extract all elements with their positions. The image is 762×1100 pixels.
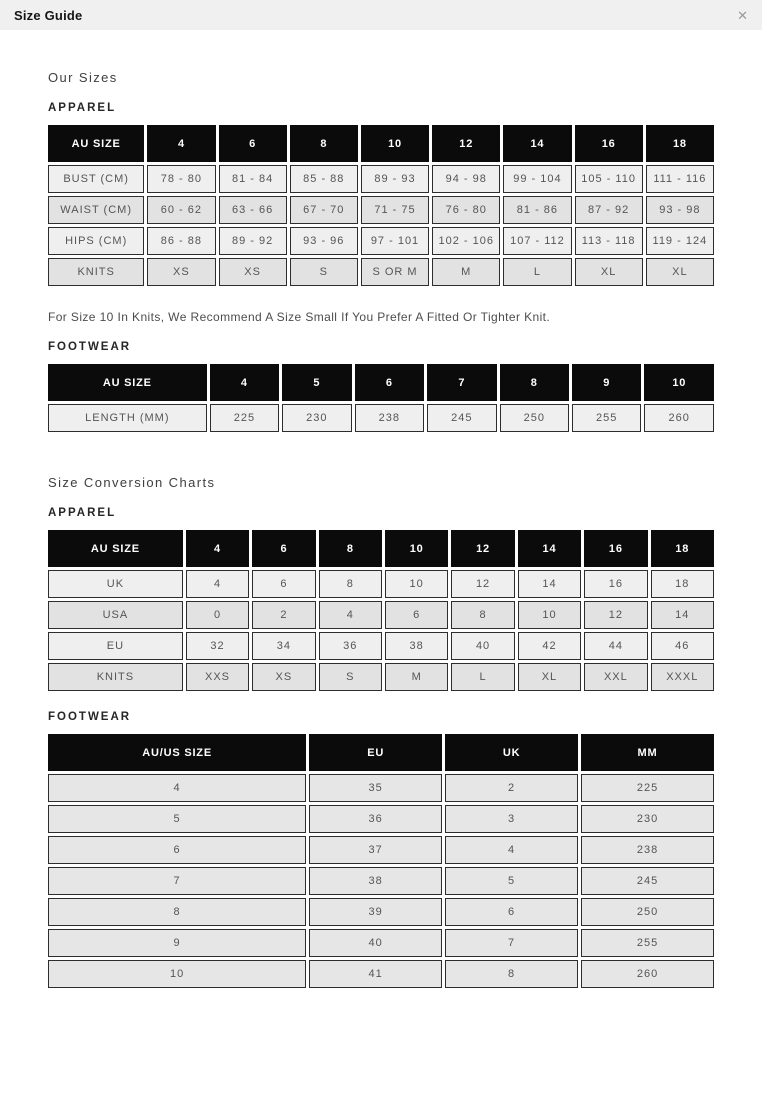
- our-sizes-apparel-header-cell-2: 6: [219, 125, 287, 162]
- conversion-apparel-cell: M: [385, 663, 448, 691]
- conversion-apparel-header-cell-8: 18: [651, 530, 714, 567]
- conversion-apparel-cell: 34: [252, 632, 315, 660]
- conversion-apparel-cell: XXXL: [651, 663, 714, 691]
- conversion-apparel-header-cell-0: AU SIZE: [48, 530, 183, 567]
- our-sizes-apparel-header-cell-7: 16: [575, 125, 643, 162]
- conversion-apparel-header-row: [48, 530, 714, 567]
- our-sizes-footwear-row-0: [48, 404, 714, 432]
- our-sizes-apparel-cell: S: [290, 258, 358, 286]
- our-sizes-apparel-cell: 113 - 118: [575, 227, 643, 255]
- conversion-apparel-cell: XXL: [584, 663, 647, 691]
- our-sizes-apparel-header-cell-3: 8: [290, 125, 358, 162]
- conversion-apparel-cell: 14: [651, 601, 714, 629]
- conversion-apparel-cell: 10: [385, 570, 448, 598]
- our-sizes-apparel-cell: XS: [147, 258, 215, 286]
- conversion-apparel-cell: L: [451, 663, 514, 691]
- our-sizes-apparel-row-3: [48, 258, 714, 286]
- our-sizes-apparel-header-row: [48, 125, 714, 162]
- our-sizes-footwear-cell: 255: [572, 404, 641, 432]
- our-sizes-apparel-cell: 81 - 86: [503, 196, 571, 224]
- conversion-footwear-row-1: [48, 805, 714, 833]
- conversion-apparel-row-0: [48, 570, 714, 598]
- conversion-footwear-row-label: 10: [48, 960, 306, 988]
- our-sizes-apparel-cell: 86 - 88: [147, 227, 215, 255]
- our-sizes-footwear-header-cell-2: 5: [282, 364, 351, 401]
- conversion-apparel-cell: S: [319, 663, 382, 691]
- conversion-apparel-header-cell-4: 10: [385, 530, 448, 567]
- our-sizes-apparel-header-cell-4: 10: [361, 125, 429, 162]
- conversion-apparel-cell: 10: [518, 601, 581, 629]
- conversion-footwear-cell: 2: [445, 774, 578, 802]
- our-sizes-apparel-header-cell-5: 12: [432, 125, 500, 162]
- conversion-apparel-cell: 42: [518, 632, 581, 660]
- conversion-footwear-cell: 36: [309, 805, 442, 833]
- conversion-footwear-header-row: [48, 734, 714, 771]
- conversion-apparel-cell: XS: [252, 663, 315, 691]
- conversion-footwear-header-cell-0: AU/US SIZE: [48, 734, 306, 771]
- conversion-apparel-cell: 36: [319, 632, 382, 660]
- conversion-apparel-header-cell-3: 8: [319, 530, 382, 567]
- our-sizes-apparel-row-label: HIPS (CM): [48, 227, 144, 255]
- conversion-footwear-row-3: [48, 867, 714, 895]
- our-sizes-apparel-cell: XL: [646, 258, 714, 286]
- conversion-apparel-row-label: USA: [48, 601, 183, 629]
- conversion-footwear-row-2: [48, 836, 714, 864]
- conversion-footwear-row-6: [48, 960, 714, 988]
- conversion-apparel-cell: 32: [186, 632, 249, 660]
- our-sizes-apparel-cell: 71 - 75: [361, 196, 429, 224]
- conversion-footwear-table: [45, 731, 717, 991]
- our-sizes-apparel-row-label: BUST (CM): [48, 165, 144, 193]
- our-sizes-apparel-cell: 89 - 93: [361, 165, 429, 193]
- our-sizes-apparel-cell: 60 - 62: [147, 196, 215, 224]
- our-sizes-apparel-cell: XS: [219, 258, 287, 286]
- conversion-footwear-cell: 230: [581, 805, 714, 833]
- conversion-apparel-cell: 4: [319, 601, 382, 629]
- our-sizes-apparel-cell: 81 - 84: [219, 165, 287, 193]
- our-sizes-apparel-cell: 99 - 104: [503, 165, 571, 193]
- our-sizes-apparel-cell: L: [503, 258, 571, 286]
- our-sizes-footwear-header-cell-3: 6: [355, 364, 424, 401]
- knits-note: For Size 10 In Knits, We Recommend A Size Small If You Prefer A Fitted Or Tighter Knit.: [48, 310, 551, 324]
- our-sizes-apparel-cell: S OR M: [361, 258, 429, 286]
- our-sizes-footwear-cell: 260: [644, 404, 714, 432]
- conversion-heading: Size Conversion Charts: [48, 475, 216, 490]
- conversion-footwear-row-4: [48, 898, 714, 926]
- conversion-apparel-cell: 18: [651, 570, 714, 598]
- our-sizes-footwear-cell: 230: [282, 404, 351, 432]
- our-sizes-apparel-cell: 85 - 88: [290, 165, 358, 193]
- conversion-apparel-header-cell-2: 6: [252, 530, 315, 567]
- conversion-footwear-cell: 245: [581, 867, 714, 895]
- our-sizes-apparel-cell: 76 - 80: [432, 196, 500, 224]
- conversion-apparel-cell: XL: [518, 663, 581, 691]
- conversion-apparel-row-3: [48, 663, 714, 691]
- our-sizes-apparel-cell: 89 - 92: [219, 227, 287, 255]
- our-sizes-apparel-cell: 87 - 92: [575, 196, 643, 224]
- our-sizes-apparel-cell: 105 - 110: [575, 165, 643, 193]
- conversion-footwear-row-label: 8: [48, 898, 306, 926]
- our-sizes-apparel-header-cell-1: 4: [147, 125, 215, 162]
- our-sizes-footwear-cell: 238: [355, 404, 424, 432]
- conversion-apparel-row-label: EU: [48, 632, 183, 660]
- our-sizes-apparel-cell: 63 - 66: [219, 196, 287, 224]
- conversion-apparel-cell: 8: [319, 570, 382, 598]
- conversion-footwear-cell: 238: [581, 836, 714, 864]
- conversion-footwear-cell: 260: [581, 960, 714, 988]
- modal-header: [0, 0, 762, 30]
- conversion-footwear-row-5: [48, 929, 714, 957]
- our-sizes-footwear-header-cell-6: 9: [572, 364, 641, 401]
- conversion-footwear-header-cell-2: UK: [445, 734, 578, 771]
- conversion-footwear-cell: 35: [309, 774, 442, 802]
- conversion-apparel-row-label: KNITS: [48, 663, 183, 691]
- close-icon[interactable]: ✕: [737, 7, 748, 23]
- our-sizes-apparel-row-1: [48, 196, 714, 224]
- conversion-apparel-cell: 6: [385, 601, 448, 629]
- our-sizes-footwear-cell: 245: [427, 404, 496, 432]
- our-sizes-apparel-header-cell-8: 18: [646, 125, 714, 162]
- conversion-apparel-cell: 44: [584, 632, 647, 660]
- conversion-footwear-row-label: 4: [48, 774, 306, 802]
- footwear-label-conversion: FOOTWEAR: [48, 711, 132, 723]
- conversion-apparel-cell: 12: [584, 601, 647, 629]
- footwear-label-our-sizes: FOOTWEAR: [48, 341, 132, 353]
- our-sizes-footwear-table: [45, 361, 717, 435]
- conversion-footwear-cell: 40: [309, 929, 442, 957]
- our-sizes-footwear-header-cell-7: 10: [644, 364, 714, 401]
- our-sizes-heading: Our Sizes: [48, 70, 118, 85]
- our-sizes-footwear-header-cell-0: AU SIZE: [48, 364, 207, 401]
- conversion-footwear-cell: 7: [445, 929, 578, 957]
- conversion-footwear-cell: 6: [445, 898, 578, 926]
- conversion-apparel-cell: 0: [186, 601, 249, 629]
- our-sizes-apparel-cell: 93 - 96: [290, 227, 358, 255]
- our-sizes-apparel-cell: 67 - 70: [290, 196, 358, 224]
- conversion-footwear-row-label: 5: [48, 805, 306, 833]
- conversion-apparel-cell: XXS: [186, 663, 249, 691]
- our-sizes-footwear-header-cell-5: 8: [500, 364, 569, 401]
- conversion-footwear-header-cell-3: MM: [581, 734, 714, 771]
- our-sizes-apparel-cell: 78 - 80: [147, 165, 215, 193]
- conversion-apparel-cell: 46: [651, 632, 714, 660]
- our-sizes-footwear-header-cell-4: 7: [427, 364, 496, 401]
- our-sizes-footwear-cell: 250: [500, 404, 569, 432]
- our-sizes-apparel-cell: 97 - 101: [361, 227, 429, 255]
- our-sizes-footwear-header-cell-1: 4: [210, 364, 279, 401]
- our-sizes-apparel-cell: M: [432, 258, 500, 286]
- conversion-footwear-cell: 4: [445, 836, 578, 864]
- conversion-apparel-cell: 40: [451, 632, 514, 660]
- conversion-apparel-header-cell-7: 16: [584, 530, 647, 567]
- our-sizes-apparel-cell: 119 - 124: [646, 227, 714, 255]
- conversion-apparel-header-cell-6: 14: [518, 530, 581, 567]
- our-sizes-apparel-row-label: WAIST (CM): [48, 196, 144, 224]
- conversion-footwear-cell: 5: [445, 867, 578, 895]
- our-sizes-footwear-cell: 225: [210, 404, 279, 432]
- conversion-footwear-cell: 8: [445, 960, 578, 988]
- modal-content: [0, 70, 762, 991]
- conversion-apparel-cell: 16: [584, 570, 647, 598]
- conversion-footwear-row-label: 7: [48, 867, 306, 895]
- our-sizes-footwear-header-row: [48, 364, 714, 401]
- modal-title: Size Guide: [14, 7, 83, 23]
- conversion-footwear-cell: 39: [309, 898, 442, 926]
- conversion-apparel-cell: 6: [252, 570, 315, 598]
- conversion-apparel-cell: 38: [385, 632, 448, 660]
- conversion-apparel-header-cell-5: 12: [451, 530, 514, 567]
- conversion-footwear-cell: 3: [445, 805, 578, 833]
- conversion-apparel-cell: 2: [252, 601, 315, 629]
- conversion-footwear-cell: 41: [309, 960, 442, 988]
- conversion-apparel-cell: 4: [186, 570, 249, 598]
- our-sizes-apparel-table: [45, 122, 717, 289]
- conversion-apparel-row-1: [48, 601, 714, 629]
- our-sizes-apparel-row-2: [48, 227, 714, 255]
- our-sizes-apparel-cell: 107 - 112: [503, 227, 571, 255]
- apparel-label-conversion: APPAREL: [48, 507, 117, 519]
- conversion-footwear-cell: 37: [309, 836, 442, 864]
- conversion-apparel-row-label: UK: [48, 570, 183, 598]
- our-sizes-apparel-cell: 93 - 98: [646, 196, 714, 224]
- apparel-label-our-sizes: APPAREL: [48, 102, 117, 114]
- our-sizes-apparel-cell: XL: [575, 258, 643, 286]
- conversion-footwear-row-label: 6: [48, 836, 306, 864]
- conversion-footwear-cell: 38: [309, 867, 442, 895]
- conversion-footwear-row-0: [48, 774, 714, 802]
- our-sizes-apparel-cell: 102 - 106: [432, 227, 500, 255]
- our-sizes-apparel-row-0: [48, 165, 714, 193]
- conversion-footwear-header-cell-1: EU: [309, 734, 442, 771]
- conversion-apparel-header-cell-1: 4: [186, 530, 249, 567]
- conversion-apparel-table: [45, 527, 717, 694]
- our-sizes-apparel-cell: 111 - 116: [646, 165, 714, 193]
- conversion-apparel-cell: 14: [518, 570, 581, 598]
- conversion-footwear-row-label: 9: [48, 929, 306, 957]
- our-sizes-apparel-header-cell-0: AU SIZE: [48, 125, 144, 162]
- our-sizes-apparel-row-label: KNITS: [48, 258, 144, 286]
- conversion-footwear-cell: 255: [581, 929, 714, 957]
- conversion-apparel-cell: 8: [451, 601, 514, 629]
- conversion-footwear-cell: 225: [581, 774, 714, 802]
- our-sizes-apparel-cell: 94 - 98: [432, 165, 500, 193]
- our-sizes-footwear-row-label: LENGTH (MM): [48, 404, 207, 432]
- conversion-apparel-row-2: [48, 632, 714, 660]
- conversion-apparel-cell: 12: [451, 570, 514, 598]
- conversion-footwear-cell: 250: [581, 898, 714, 926]
- our-sizes-apparel-header-cell-6: 14: [503, 125, 571, 162]
